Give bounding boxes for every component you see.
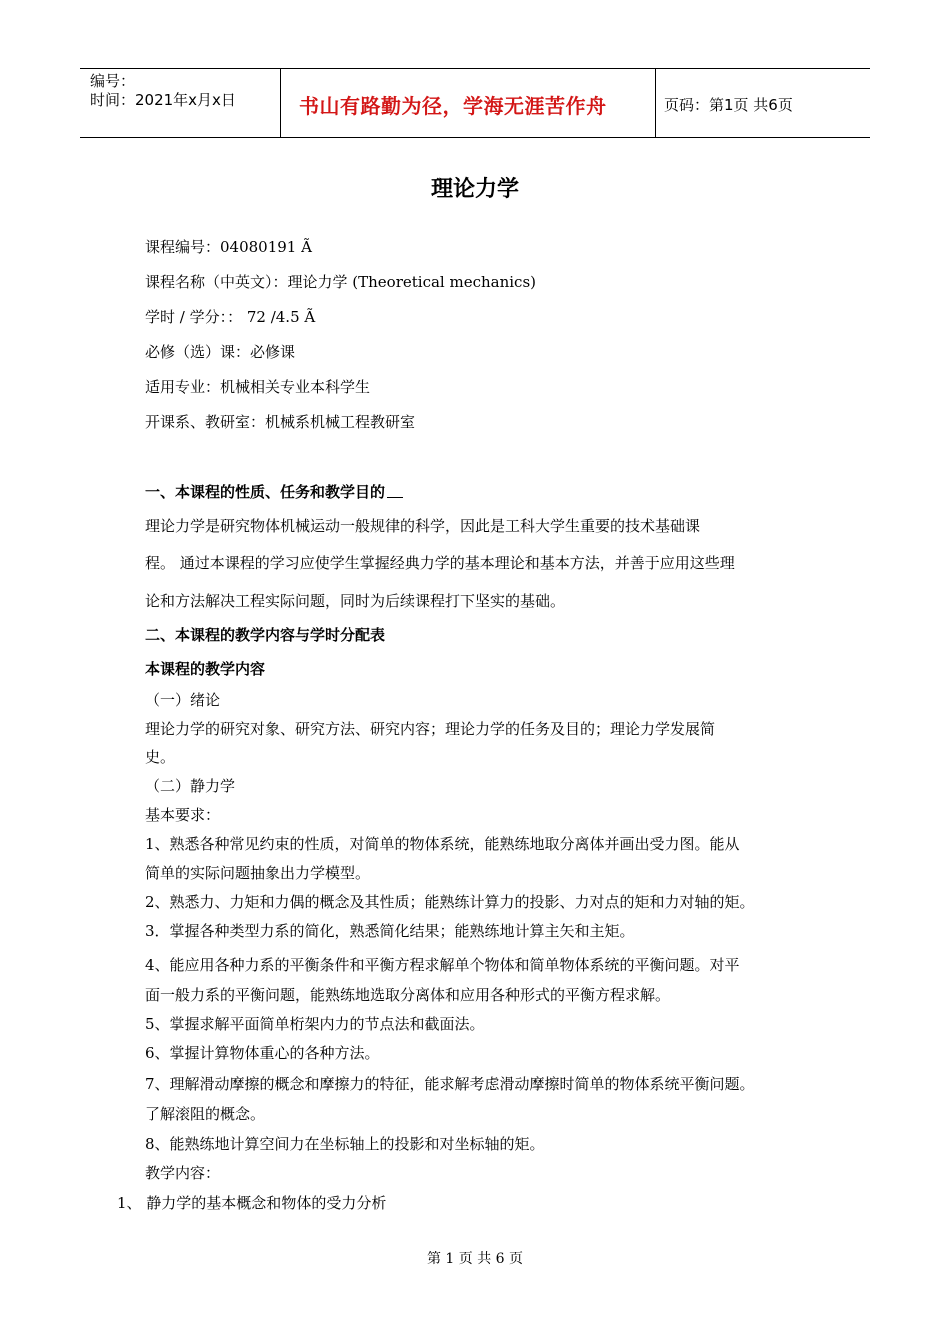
requirement-line: 面一般力系的平衡问题，能熟练地选取分离体和应用各种形式的平衡方程求解。 bbox=[145, 986, 671, 1004]
requirement-line: 简单的实际问题抽象出力学模型。 bbox=[145, 864, 371, 882]
requirement-line: 7、理解滑动摩擦的概念和摩擦力的特征，能求解考虑滑动摩擦时简单的物体系统平衡问题。 bbox=[145, 1075, 755, 1093]
requirements-label: 基本要求： bbox=[145, 806, 221, 824]
requirement-line: 了解滚阻的概念。 bbox=[145, 1105, 266, 1123]
intro-text-line: 理论力学的研究对象、研究方法、研究内容；理论力学的任务及目的；理论力学发展简 bbox=[145, 720, 716, 738]
course-department: 开课系、教研室：机械系机械工程教研室 bbox=[145, 413, 416, 431]
course-number: 课程编号：04080191 Ã bbox=[145, 238, 312, 256]
time-label: 时间：2021年x月x日 bbox=[90, 91, 236, 109]
section2-subheading: 本课程的教学内容 bbox=[145, 660, 266, 678]
serial-label: 编号： bbox=[90, 72, 136, 90]
header-motto-cell bbox=[280, 68, 656, 138]
requirement-line: 1、熟悉各种常见约束的性质，对简单的物体系统，能熟练地取分离体并画出受力图。能从 bbox=[145, 835, 740, 853]
intro-text-line: 史。 bbox=[145, 748, 176, 766]
section1-para-line: 论和方法解决工程实际问题，同时为后续课程打下坚实的基础。 bbox=[145, 592, 566, 610]
requirement-line: 2、熟悉力、力矩和力偶的概念及其性质；能熟练计算力的投影、力对点的矩和力对轴的矩。 bbox=[145, 893, 755, 911]
content-label: 教学内容： bbox=[145, 1164, 221, 1182]
course-type: 必修（选）课：必修课 bbox=[145, 343, 296, 361]
page-header bbox=[80, 68, 870, 138]
section1-heading: 一、本课程的性质、任务和教学目的 bbox=[145, 481, 403, 502]
heading-mark bbox=[387, 489, 403, 498]
course-hours-credits: 学时 / 学分：： 72 /4.5 Ã bbox=[145, 308, 316, 326]
section1-para-line: 程。 通过本课程的学习应使学生掌握经典力学的基本理论和基本方法，并善于应用这些理 bbox=[145, 554, 735, 572]
motto-text: 书山有路勤为径，学海无涯苦作舟 bbox=[299, 94, 607, 118]
requirement-line: 6、掌握计算物体重心的各种方法。 bbox=[145, 1044, 380, 1062]
page-footer: 第 1 页 共 6 页 bbox=[426, 1251, 524, 1267]
page-number-label: 页码：第1页 共6页 bbox=[664, 96, 793, 114]
requirement-line: 8、能熟练地计算空间力在坐标轴上的投影和对坐标轴的矩。 bbox=[145, 1135, 545, 1153]
requirement-line: 3．掌握各种类型力系的简化，熟悉简化结果；能熟练地计算主矢和主矩。 bbox=[145, 922, 635, 940]
section1-para-line: 理论力学是研究物体机械运动一般规律的科学，因此是工科大学生重要的技术基础课 bbox=[145, 517, 701, 535]
document-title: 理论力学 bbox=[430, 177, 519, 202]
section2-heading: 二、本课程的教学内容与学时分配表 bbox=[145, 626, 386, 644]
intro-label: （一）绪论 bbox=[145, 691, 221, 709]
statics-label: （二）静力学 bbox=[145, 777, 236, 795]
requirement-line: 5、掌握求解平面简单桁架内力的节点法和截面法。 bbox=[145, 1015, 485, 1033]
course-name: 课程名称（中英文）：理论力学 (Theoretical mechanics) bbox=[145, 273, 536, 291]
course-major: 适用专业：机械相关专业本科学生 bbox=[145, 378, 371, 396]
requirement-line: 4、能应用各种力系的平衡条件和平衡方程求解单个物体和简单物体系统的平衡问题。对平 bbox=[145, 956, 740, 974]
header-left bbox=[90, 72, 236, 110]
content-item: 1、 静力学的基本概念和物体的受力分析 bbox=[117, 1194, 387, 1212]
